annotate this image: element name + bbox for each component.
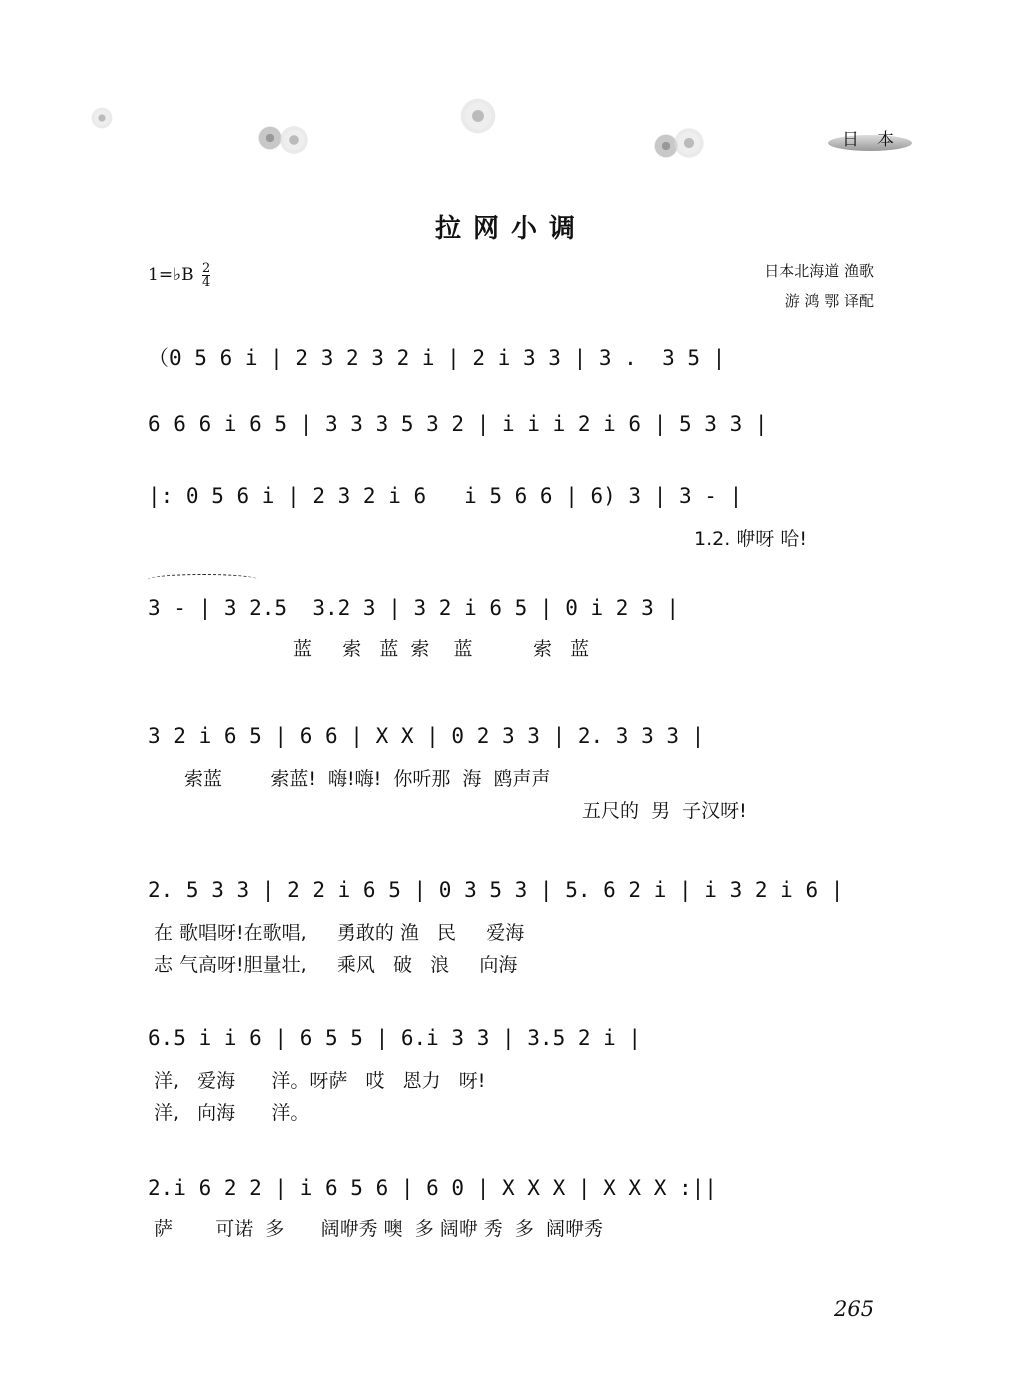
notes: 6.5 i i 6 | 6 5 5 | 6.i 3 3 | 3.5 2 i | <box>148 1026 642 1050</box>
notes: 3 - | 3 2.5 3.2 3 | 3 2 i 6 5 | 0 i 2 3 | <box>148 596 680 620</box>
score-line-7 <box>148 1026 878 1124</box>
lyrics: 1.2. 咿呀 哈! <box>694 528 807 550</box>
key: 1=♭B <box>148 265 194 285</box>
origin: 日本北海道 渔歌 <box>764 262 874 280</box>
slur <box>148 574 258 585</box>
lyrics: 五尺的 男 子汉呀! <box>582 800 747 822</box>
flower-decoration <box>278 124 310 156</box>
key-signature <box>148 262 210 289</box>
score-line-1 <box>148 342 878 402</box>
time-signature: $\frac{2}{4}$ <box>201 261 211 290</box>
notes: 3 2 i 6 5 | 6 6 | X X | 0 2 3 3 | 2. 3 3 3 | <box>148 724 705 748</box>
lyrics: 洋, 爱海 洋。呀萨 哎 恩力 呀! <box>154 1070 486 1092</box>
flower-decoration <box>90 106 114 130</box>
flower-decoration <box>672 126 706 160</box>
notes: |: 0 5 6 i | 2 3 2 i 6 i 5 6 6 | 6) 3 | 3 - | <box>148 484 743 508</box>
score-line-5 <box>148 724 878 822</box>
song-title: 拉网小调 <box>434 214 587 244</box>
flower-decoration <box>458 96 498 136</box>
score-line-3 <box>148 484 878 550</box>
lyrics: 索蓝 索蓝! 嗨!嗨! 你听那 海 鸥声声 <box>184 768 551 790</box>
score-line-8 <box>148 1176 878 1240</box>
lyrics: 洋, 向海 洋。 <box>154 1102 310 1124</box>
lyrics: 在 歌唱呀!在歌唱, 勇敢的 渔 民 爱海 <box>154 922 525 944</box>
score-line-4 <box>148 596 878 660</box>
score-line-2 <box>148 412 878 472</box>
score-line-6 <box>148 878 878 976</box>
region-tag-label: 日本 <box>842 130 912 150</box>
page-number: 265 <box>834 1297 875 1321</box>
notes: 2.i 6 2 2 | i 6 5 6 | 6 0 | X X X | X X X :|| <box>148 1176 717 1200</box>
notes: 2. 5 3 3 | 2 2 i 6 5 | 0 3 5 3 | 5. 6 2 i | i 3 2 i 6 | <box>148 878 844 902</box>
lyrics: 萨 可诺 多 阔咿秀 噢 多 阔咿 秀 多 阔咿秀 <box>154 1218 603 1240</box>
region-tag <box>828 125 912 151</box>
translator: 游 鸿 鄂 译配 <box>784 292 874 310</box>
lyrics: 志 气高呀!胆量壮, 乘风 破 浪 向海 <box>154 954 518 976</box>
lyrics: 蓝 索 蓝 索 蓝 索 蓝 <box>293 638 590 660</box>
notes: 6 6 6 i 6 5 | 3 3 3 5 3 2 | i i i 2 i 6 | 5 3 3 | <box>148 412 768 436</box>
credits <box>764 256 874 316</box>
notes: （0 5 6 i | 2 3 2 3 2 i | 2 i 3 3 | 3 . 3 5 | <box>148 346 726 370</box>
